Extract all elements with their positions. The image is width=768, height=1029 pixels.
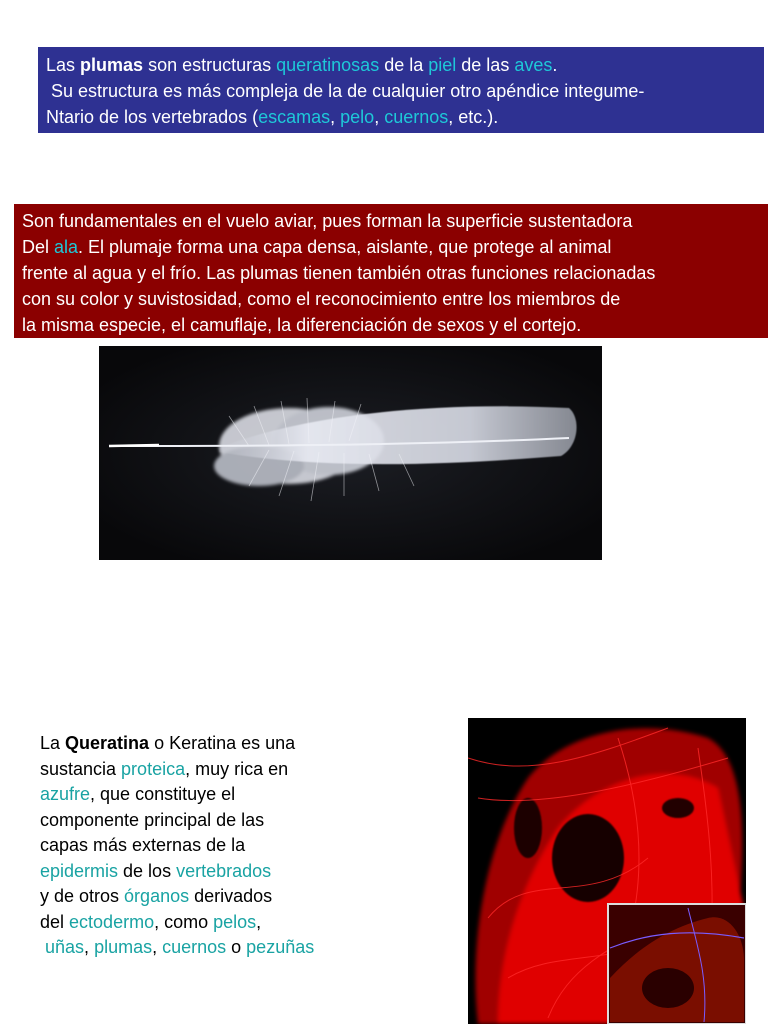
link-pelo[interactable]: pelo: [340, 107, 375, 127]
keratin-description: [40, 731, 440, 961]
text: derivados: [189, 886, 273, 906]
feather-photo: [99, 346, 602, 560]
functions-line-2: [22, 234, 760, 260]
text: ,: [374, 107, 385, 127]
functions-line-5: la misma especie, el camuflaje, la diferenciación de sexos y el cortejo.: [22, 315, 582, 335]
text: , muy rica en: [185, 758, 289, 779]
text: y de otros: [40, 886, 125, 906]
link-escamas[interactable]: escamas: [258, 107, 331, 127]
link-ala[interactable]: ala: [54, 237, 79, 257]
functions-line-3: frente al agua y el frío. Las plumas tienen también otras funciones relacionadas: [22, 263, 656, 283]
text: La: [40, 733, 66, 753]
link-queratinosas[interactable]: queratinosas: [276, 55, 380, 75]
text: . El plumaje forma una capa densa, aislante, que protege al animal: [78, 237, 612, 257]
link-proteica[interactable]: proteica: [121, 758, 186, 779]
text: ,: [330, 107, 341, 127]
text: son estructuras: [143, 55, 277, 75]
intro-line-1: [46, 52, 756, 78]
text: del: [40, 911, 70, 932]
text: , que constituye el: [90, 784, 236, 804]
link-epidermis[interactable]: epidermis: [40, 860, 119, 881]
link-vertebrados[interactable]: vertebrados: [176, 860, 272, 881]
link-unas[interactable]: uñas: [40, 937, 85, 957]
link-pelos[interactable]: pelos: [213, 911, 257, 932]
keratin-line-2: [40, 757, 440, 783]
keratin-micrograph: [468, 718, 746, 1024]
feather-illustration: [99, 346, 602, 560]
micrograph-illustration: [468, 718, 746, 1024]
functions-box: [14, 204, 768, 338]
link-aves[interactable]: aves: [514, 55, 553, 75]
text: de las: [456, 55, 515, 75]
link-cuernos[interactable]: cuernos: [162, 937, 227, 957]
term-queratina: Queratina: [65, 733, 150, 753]
text: ,: [152, 937, 163, 957]
functions-line-1: Son fundamentales en el vuelo aviar, pues forman la superficie sustentadora: [22, 211, 633, 231]
keratin-line-3: [40, 782, 440, 808]
link-plumas[interactable]: plumas: [94, 937, 153, 957]
keratin-line-9: [40, 935, 440, 961]
text: de la: [379, 55, 429, 75]
text: Del: [22, 237, 55, 257]
text: Ntario de los vertebrados (: [46, 107, 259, 127]
functions-line-4: con su color y suvistosidad, como el reconocimiento entre los miembros de: [22, 289, 621, 309]
link-organos[interactable]: órganos: [124, 886, 190, 906]
text: o: [226, 937, 247, 957]
text: , como: [154, 911, 214, 932]
link-ectodermo[interactable]: ectodermo: [69, 911, 155, 932]
intro-box: [38, 47, 764, 133]
link-piel[interactable]: piel: [428, 55, 457, 75]
keratin-line-8: [40, 910, 440, 936]
intro-line-3: [46, 104, 756, 130]
keratin-line-7: [40, 884, 440, 910]
text: Las: [46, 55, 81, 75]
text: , etc.).: [448, 107, 499, 127]
text: o Keratina es una: [149, 733, 296, 753]
term-plumas: plumas: [80, 55, 144, 75]
text: sustancia: [40, 758, 122, 779]
keratin-line-5: capas más externas de la: [40, 835, 246, 855]
text: ,: [256, 911, 262, 932]
link-azufre[interactable]: azufre: [40, 784, 91, 804]
keratin-line-4: componente principal de las: [40, 809, 265, 830]
link-cuernos[interactable]: cuernos: [384, 107, 449, 127]
text: .: [552, 55, 558, 75]
text: de los: [118, 860, 177, 881]
intro-line-2: Su estructura es más compleja de la de cualquier otro apéndice integume-: [46, 81, 645, 101]
keratin-line-1: [40, 731, 440, 757]
keratin-line-6: [40, 859, 440, 885]
text: ,: [84, 937, 95, 957]
link-pezunas[interactable]: pezuñas: [246, 937, 315, 957]
